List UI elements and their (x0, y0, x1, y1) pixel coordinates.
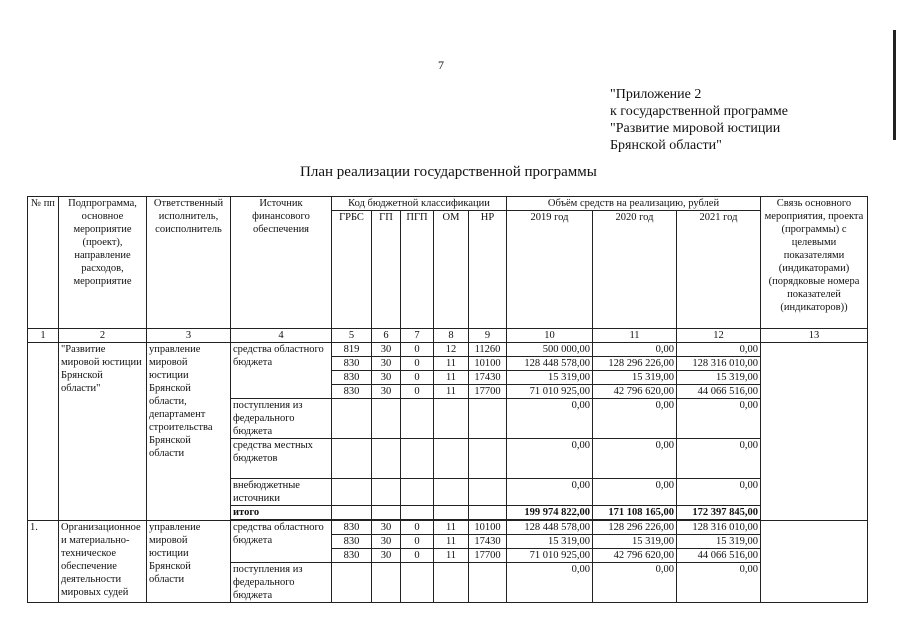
om-cell (434, 506, 469, 520)
grbs-cell: 830 (332, 521, 372, 535)
amount-2021: 15 319,00 (677, 371, 761, 385)
amount-2021: 15 319,00 (677, 535, 761, 549)
block2-responsible: управление мировой юстиции Брянской области (147, 521, 231, 603)
block1-responsible: управление мировой юстиции Брянской области, департамент строительства Брянской области (147, 343, 231, 521)
col-number: 12 (677, 329, 761, 343)
gp-cell: 30 (372, 371, 401, 385)
gp-cell: 30 (372, 549, 401, 563)
header-pgp: ПГП (401, 211, 434, 329)
grbs-cell: 830 (332, 371, 372, 385)
block1-name: "Развитие мировой юстиции Брянской области" (59, 343, 147, 521)
block2-name: Организационное и материально-техническое обеспечение деятельности мировых судей (59, 521, 147, 603)
gp-cell: 30 (372, 343, 401, 357)
np-cell (469, 563, 507, 603)
gp-cell (372, 563, 401, 603)
amount-2019: 15 319,00 (507, 535, 593, 549)
pgp-cell: 0 (401, 357, 434, 371)
header-responsible: Ответственный исполнитель, соисполнитель (147, 197, 231, 329)
appendix-line: к государственной программе (610, 104, 788, 119)
col-number: 7 (401, 329, 434, 343)
grbs-cell: 830 (332, 549, 372, 563)
amount-2020: 15 319,00 (593, 535, 677, 549)
amount-2021: 0,00 (677, 399, 761, 439)
block1-local-label: средства местных бюджетов (231, 439, 332, 479)
amount-2019: 0,00 (507, 479, 593, 506)
om-cell: 11 (434, 535, 469, 549)
amount-2020: 42 796 620,00 (593, 385, 677, 399)
col-number: 3 (147, 329, 231, 343)
gp-cell (372, 399, 401, 439)
amount-2019: 0,00 (507, 563, 593, 603)
om-cell: 11 (434, 385, 469, 399)
gp-cell: 30 (372, 357, 401, 371)
om-cell: 11 (434, 357, 469, 371)
grbs-cell (332, 479, 372, 506)
grbs-cell: 830 (332, 535, 372, 549)
gp-cell: 30 (372, 535, 401, 549)
appendix-line: Брянской области" (610, 138, 722, 153)
pgp-cell (401, 479, 434, 506)
amount-2021: 128 316 010,00 (677, 521, 761, 535)
pgp-cell: 0 (401, 371, 434, 385)
col-number: 11 (593, 329, 677, 343)
amount-2021: 0,00 (677, 343, 761, 357)
header-2020: 2020 год (593, 211, 677, 329)
np-cell: 11260 (469, 343, 507, 357)
np-cell: 17430 (469, 535, 507, 549)
total-2020: 171 108 165,00 (593, 506, 677, 520)
block2-regional-label: средства областного бюджета (231, 521, 332, 563)
appendix-line: "Развитие мировой юстиции (610, 121, 781, 136)
header-np: НР (469, 211, 507, 329)
om-cell (434, 399, 469, 439)
amount-2020: 0,00 (593, 399, 677, 439)
om-cell (434, 439, 469, 479)
amount-2021: 0,00 (677, 563, 761, 603)
block1-link (761, 343, 868, 521)
pgp-cell (401, 563, 434, 603)
block2-num: 1. (28, 521, 59, 603)
appendix-caption (610, 86, 788, 154)
amount-2019: 128 448 578,00 (507, 357, 593, 371)
amount-2021: 128 316 010,00 (677, 357, 761, 371)
grbs-cell (332, 399, 372, 439)
col-number: 2 (59, 329, 147, 343)
block1-federal-label: поступления из федерального бюджета (231, 399, 332, 439)
amount-2021: 44 066 516,00 (677, 549, 761, 563)
np-cell (469, 506, 507, 520)
appendix-line: "Приложение 2 (610, 87, 702, 102)
block1-extra-label: внебюджетные источники (231, 479, 332, 506)
header-2021: 2021 год (677, 211, 761, 329)
amount-2019: 15 319,00 (507, 371, 593, 385)
col-number: 6 (372, 329, 401, 343)
amount-2020: 0,00 (593, 479, 677, 506)
amount-2021: 44 066 516,00 (677, 385, 761, 399)
pgp-cell (401, 399, 434, 439)
amount-2020: 0,00 (593, 563, 677, 603)
amount-2020: 128 296 226,00 (593, 521, 677, 535)
amount-2021: 0,00 (677, 479, 761, 506)
grbs-cell (332, 439, 372, 479)
om-cell (434, 479, 469, 506)
pgp-cell: 0 (401, 385, 434, 399)
block1-regional-label: средства областного бюджета (231, 343, 332, 399)
header-om: ОМ (434, 211, 469, 329)
grbs-cell (332, 563, 372, 603)
col-number: 1 (28, 329, 59, 343)
np-cell: 10100 (469, 521, 507, 535)
gp-cell (372, 506, 401, 520)
header-2019: 2019 год (507, 211, 593, 329)
header-grbs: ГРБС (332, 211, 372, 329)
pgp-cell (401, 506, 434, 520)
header-source: Источник финансового обеспечения (231, 197, 332, 329)
total-2021: 172 397 845,00 (677, 506, 761, 520)
amount-2020: 0,00 (593, 343, 677, 357)
page-number: 7 (438, 58, 444, 72)
grbs-cell: 819 (332, 343, 372, 357)
om-cell: 12 (434, 343, 469, 357)
pgp-cell: 0 (401, 521, 434, 535)
amount-2019: 0,00 (507, 439, 593, 479)
col-number: 13 (761, 329, 868, 343)
block1-total-label: итого (231, 506, 332, 520)
om-cell: 11 (434, 549, 469, 563)
om-cell: 11 (434, 371, 469, 385)
col-number: 4 (231, 329, 332, 343)
np-cell: 17700 (469, 549, 507, 563)
amount-2020: 42 796 620,00 (593, 549, 677, 563)
np-cell: 17700 (469, 385, 507, 399)
gp-cell (372, 479, 401, 506)
amount-2019: 128 448 578,00 (507, 521, 593, 535)
col-number: 8 (434, 329, 469, 343)
block2-federal-label: поступления из федерального бюджета (231, 563, 332, 603)
document-title: План реализации государственной программы (300, 164, 597, 180)
amount-2020: 0,00 (593, 439, 677, 479)
amount-2020: 15 319,00 (593, 371, 677, 385)
gp-cell: 30 (372, 385, 401, 399)
header-gp: ГП (372, 211, 401, 329)
np-cell: 17430 (469, 371, 507, 385)
gp-cell: 30 (372, 521, 401, 535)
col-number: 5 (332, 329, 372, 343)
om-cell (434, 563, 469, 603)
grbs-cell: 830 (332, 385, 372, 399)
block2-link (761, 521, 868, 603)
col-number: 9 (469, 329, 507, 343)
om-cell: 11 (434, 521, 469, 535)
header-code-group: Код бюджетной классификации (332, 197, 507, 211)
amount-2019: 71 010 925,00 (507, 549, 593, 563)
np-cell (469, 479, 507, 506)
amount-2019: 0,00 (507, 399, 593, 439)
header-subprogram: Подпрограмма, основное мероприятие (проект), направление расходов, мероприятие (59, 197, 147, 329)
pgp-cell (401, 439, 434, 479)
amount-2021: 0,00 (677, 439, 761, 479)
header-volume-group: Объём средств на реализацию, рублей (507, 197, 761, 211)
np-cell (469, 399, 507, 439)
header-link: Связь основного мероприятия, проекта (программы) с целевыми показателями (индикаторами) (порядковые номера показателей (индикаторов)) (761, 197, 868, 329)
header-num: № пп (28, 197, 59, 329)
pgp-cell: 0 (401, 549, 434, 563)
total-2019: 199 974 822,00 (507, 506, 593, 520)
plan-table (27, 196, 868, 603)
page-edge-line (893, 30, 896, 140)
col-number: 10 (507, 329, 593, 343)
amount-2019: 500 000,00 (507, 343, 593, 357)
amount-2020: 128 296 226,00 (593, 357, 677, 371)
grbs-cell (332, 506, 372, 520)
pgp-cell: 0 (401, 343, 434, 357)
gp-cell (372, 439, 401, 479)
pgp-cell: 0 (401, 535, 434, 549)
np-cell (469, 439, 507, 479)
np-cell: 10100 (469, 357, 507, 371)
grbs-cell: 830 (332, 357, 372, 371)
block1-num (28, 343, 59, 521)
amount-2019: 71 010 925,00 (507, 385, 593, 399)
